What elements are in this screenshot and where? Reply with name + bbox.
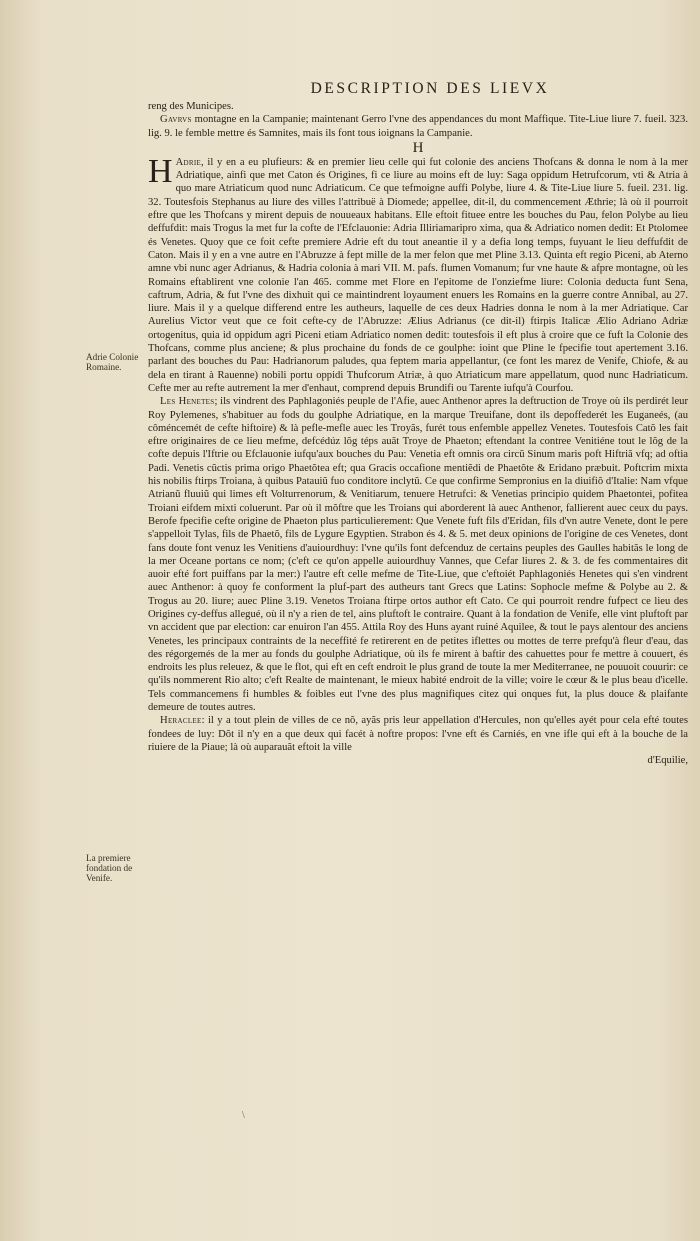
paragraph-henetes bbox=[148, 395, 688, 714]
drop-cap: H bbox=[148, 152, 173, 190]
margin-note-adrie: Adrie Colonie Romaine. bbox=[86, 352, 139, 372]
body-text bbox=[148, 100, 688, 768]
entry-term-gaurus: Gavrvs bbox=[160, 114, 192, 126]
paragraph-top: reng des Municipes. bbox=[148, 101, 234, 112]
entry-text-hadria: , il y en a eu plufieurs: & en premier lieu celle qui fut colonie des anciens Thofcans & donna le nom à la mer Adriatique, ainfi que met Caton és Origines, fi ce liure au moins eft de luy: Saga oppidum Hetrufcorum, vti & Atria à quo mare Atriaticum quod nunc Adriaticum. Ce que tefmoigne auffi Polybe, liure 4. & Tite-Liue liure 5. fueil. 231. lig. 32. Toutesfois Stephanus au liure des villes l'attribuë à Diomede; appellee, dit-il, du commencement Æthrie; là où il pourroit eftre que les Thofcans y mirent depuis de nouueaux habitans. Elle eftoit fituee entre les bouches du Pau, felon Polybe au lieu deffufdit: mais Trogus la met fur la cofte de l'Efclauonie: Adria Illiriamaripro xima, qua & Adriatico nomen dedit: Et Ptolomee és Venetes. Quoy que ce foit cefte premiere Adrie eft du tout aneantie il y a defia long temps, fuyuant le lieu deffufdit de Caton. Mais il y en a vne autre en l'Abruzze à fept mille de la mer felon que met Pline 3.13. Quinta eft regio Piceni, ab Aterno amne vbi nunc ager Adrianus, & Hadria colonia à mari VII. M. pafs. flumen Vomanum; fur vne haute & afpre montagne, où les Romains eftablirent vne colonie l'an 465. comme met Flore en l'epitome de l'onziefme liure: Colonia deducta funt Sena, caftrum, Adria, & fut l'vne des dixhuit qui ce maintindrent loyaument enuers les Romains en la guerre contre Annibal, au 27. liure. Mais il y a quelque differend entre les autheurs, laquelle de ces deux Hadries donna le nom à la mer Adriatique. Car Aurelius Victor veut que ce foit cefte-cy de l'Abruzze: Ælius Adrianus (ce dit-il) ftirpis Italicæ Ælio Adriano Adriæ ortogenitus, quia id oppidum agri Piceni etiam Adriatico nomen dedit: toutesfois il eft plus à croire que ce fuft la Colonie des Thofcans, comme plus anciene; & plus prochaine du fonds de ce goulphe: ioint que Pline le fpecifie tout apertement 3.16. parlant des bouches du Pau: Hadrianorum paludes, qua feptem maria appellantur, (ce font les marez de Venife, Chiofe, & au dela en tirant à Rauenne) nobili portu oppidi Thufcorum Atriæ, à quo Atriaticum mare appellatum, quod nunc Hadriaticum. Cefte mer au refte autrement la mer d'enhaut, comprend depuis Brundifi ou Tarente iufqu'à Courfou. bbox=[148, 156, 688, 394]
paragraph-gaurus bbox=[148, 113, 688, 140]
entry-term-hadria: Adrie bbox=[175, 156, 202, 168]
margin-note-venise: La premiere fondation de Venife. bbox=[86, 853, 133, 883]
catchword: d'Equilie, bbox=[647, 755, 688, 767]
entry-text-heraclee: : il y a tout plein de villes de ce nõ, ayãs pris leur appellation d'Hercules, non qu'elles ayét pour cela efté toutes fondees de luy: Dõt il n'y en a que deux qui facét à noftre propos: l'vne eft és Carniés, en vne ifle qui eft à la bouche de la riuiere de la Piaue; là où auparauãt eftoit la ville bbox=[148, 715, 688, 753]
entry-text-gaurus: montagne en la Campanie; maintenant Gerro l'vne des appendances du mont Maffique. Tite-Liue liure 7. fueil. 323. lig. 9. le femble mettre és Samnites, mais ils font tous ioignans la Campanie. bbox=[148, 114, 688, 139]
entry-text-henetes: ; ils vindrent des Paphlagoniés peuple de l'Afie, auec Anthenor apres la deftruction de Troye où ils perdirét leur Roy Pylemenes, s'habituer au fods du goulphe Adriatique, en la marque Treuifane, dont ils depoffederét les Euganeés, (au côméncemét de cefte hiftoire) & là pefle-mefle auec les Troyãs, furét tous enfemble appellez Venetes. Toutesfois Catõ les fait eftre originaires de ce lieu mefme, defcédúz lõg téps auãt Troye de Phaeton; eftendant la contree Venitiéne tout le lõg de la cofte depuis l'Iftrie ou Efclauonie iufqu'aux bouches du Pau: Venetia eft omnis ora circũ Sinum maris poft Hiftriã vfq; ad oftia Padi. Venetis cũctis prima origo Phaetõtea eft; qua Gracis occafione mentiẽdi de Phaetõte & Eridano præbuit. Poftcrim mixta his nobilis ftirps Troiana, à quibus Patauiũ fuo conditore inclytũ. Ce que confirme Sempronius en la diuifiõ d'Italie: Nam vfque Atrianũ fluuiũ qui limes eft Volturrenorum, & Venitiarum, tenuere Hetrufci: & Venetias principio quidem Phaetontei, pofitea Troiani eifdem mixti coluerunt. Par où il mõftre que les Troians qui aborderent là auec Anthenor, fallierent auec ceux du pays. Berofe fpecifie cefte origine de Phaeton plus particulierement: Que Venete fuft fils d'Eridan, fils d'vn autre Venete, dont le pere s'appelloit Tylas, fils de Phaetõ, fils de Lygure Egyptien. Strabon és 4. & 5. met deux opinions de l'origine de ces Venetes, dont fans doute font venuz les Venitiens d'auiourdhuy: l'vne qu'ils font defcenduz de certains peuples des Gaulles habitãs le long de la mer Oceane portans ce nom; (c'eft ce qu'on appelle auiourdhuy Vannes, que Cefar liures 2. & 3. de fes commentaires dit auoir efté fort puiffans par la mer:) l'autre eft celle mefme de Tite-Liue, que c'eftoiét Paphlagoniés Henetes qui s'en vindrent auec Anthenor: à quoy fe conforment la pluf-part des autheurs tant Grecs que Latins: Sophocle mefme & Polybe au 2. & Trogus au 20. liure; auec Pline 3.19. Venetos Troiana ftirpe ortos author eft Cato. Ce qui pourroit rendre fufpect ce lieu des Origines cy-deffus allegué, où il n'y a rien de tel, ains pluftoft le contraire. Quant à la fondation de Venife, elle vint pluftoft par vn accident que par election: car enuiron l'an 455. Attila Roy des Huns ayant ruiné Aquilee, & tout le pays alentour des anciens Venetes, les principaux contraints de la neceffité fe retirerent en de petites iflettes ou mottes de terre prefqu'à fleur d'eau, das des régorgemés de la mer au fonds du goulphe Adriatique, où ils fe mirent à baftir des cahuettes pour fe mettre à couuert, és endroits les plus releuez, & que le flot, qui eft en ceft endroit le plus grand de toute la mer Mediterranee, ne pouuoit couurir: ce qu'ils nommerent Rio alto; c'eft Realte de maintenant, le mieux habité endroit de la ville; voire le cœur & le plus beau d'icelle. Tels commancemens fi humbles & foibles eut l'vne des plus magnifiques citez qui onques fut, la plus douce & plaifante demeure de toutes autres. bbox=[148, 396, 688, 714]
running-head: DESCRIPTION DES LIEVX bbox=[310, 80, 550, 97]
section-heading: H bbox=[412, 139, 424, 156]
paragraph-heraclee bbox=[148, 714, 688, 754]
stray-mark: \ bbox=[242, 1110, 245, 1121]
entry-term-henetes: Les Henetes bbox=[160, 396, 215, 408]
paragraph-hadria bbox=[148, 152, 688, 395]
entry-term-heraclee: Heraclee bbox=[160, 715, 202, 727]
